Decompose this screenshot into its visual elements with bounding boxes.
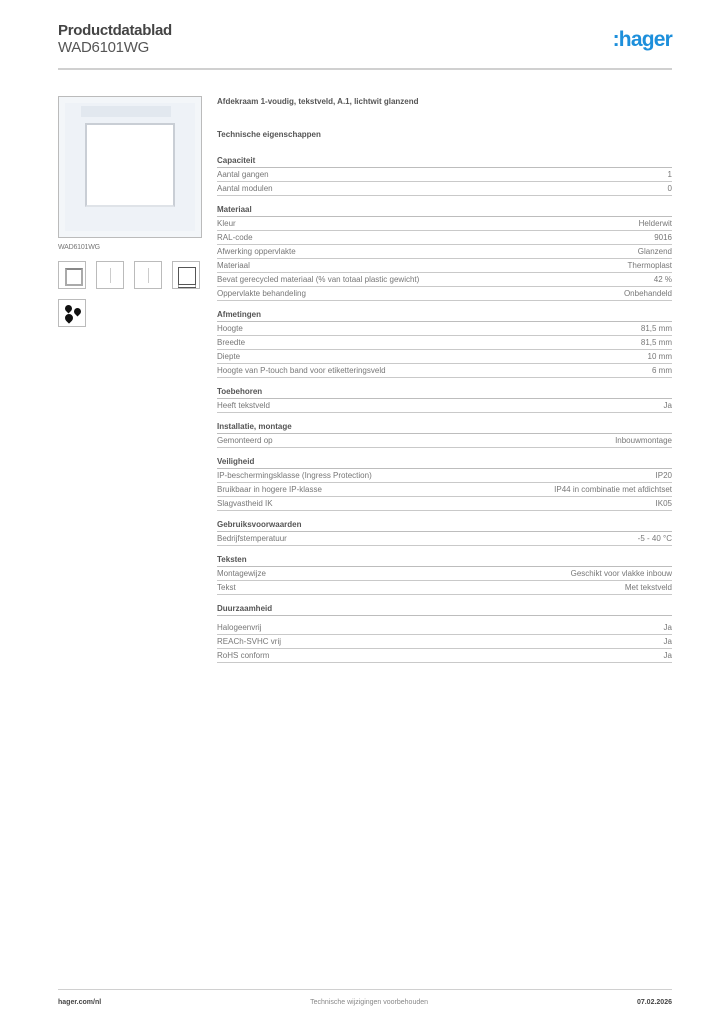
spec-label: Bevat gerecycled materiaal (% van totaal plastic gewicht) [217,275,420,284]
spec-value: Met tekstveld [624,583,672,592]
image-caption: WAD6101WG [58,244,100,251]
spec-value: Thermoplast [627,261,672,270]
section-title: Toebehoren [217,386,672,399]
spec-value: Ja [663,651,672,660]
spec-label: Slagvastheid IK [217,499,273,508]
product-media [58,96,204,327]
spec-section [217,519,672,546]
spec-row [217,649,672,663]
spec-label: REACh-SVHC vrij [217,637,282,646]
spec-section [217,421,672,448]
technical-properties-heading: Technische eigenschappen [217,130,321,139]
vertical-line-icon [134,261,162,289]
document-header [58,22,672,70]
spec-value: Ja [663,401,672,410]
website-link[interactable]: hager.com/nl [58,999,102,1006]
screen-icon [172,261,200,289]
spec-row [217,336,672,350]
spec-content [217,96,672,671]
spec-row [217,635,672,649]
document-date: 07.02.2026 [636,999,672,1006]
spec-row [217,532,672,546]
spec-value: 0 [667,184,672,193]
spec-value: 81,5 mm [640,338,672,347]
spec-section [217,386,672,413]
spec-row [217,273,672,287]
spec-row [217,217,672,231]
spec-row [217,245,672,259]
spec-row [217,168,672,182]
spec-value: Helderwit [638,219,672,228]
spec-label: Hoogte van P-touch band voor etiketteringsveld [217,366,386,375]
section-title: Gebruiksvoorwaarden [217,519,672,532]
product-description: Afdekraam 1-voudig, tekstveld, A.1, lichtwit glanzend [217,97,419,106]
spec-label: Tekst [217,583,236,592]
label-field [81,106,171,117]
spec-value: Geschikt voor vlakke inbouw [570,569,672,578]
spec-label: Aantal modulen [217,184,273,193]
section-title: Capaciteit [217,155,672,168]
spec-label: Halogeenvrij [217,623,262,632]
spec-section [217,204,672,301]
spec-row [217,322,672,336]
spec-label: RoHS conform [217,651,270,660]
spec-label: Afwerking oppervlakte [217,247,296,256]
spec-label: Aantal gangen [217,170,269,179]
spec-label: Bedrijfstemperatuur [217,534,287,543]
disclaimer: Technische wijzigingen voorbehouden [310,999,429,1006]
spec-value: 81,5 mm [640,324,672,333]
spec-label: IP-beschermingsklasse (Ingress Protection) [217,471,372,480]
spec-label: Montagewijze [217,569,266,578]
spec-label: Gemonteerd op [217,436,273,445]
spec-label: RAL-code [217,233,253,242]
spec-value: 9016 [654,233,672,242]
spec-row [217,434,672,448]
spec-sections [217,155,672,663]
spec-row [217,483,672,497]
section-title: Installatie, montage [217,421,672,434]
spec-value: -5 - 40 °C [637,534,672,543]
section-title: Teksten [217,554,672,567]
spec-label: Oppervlakte behandeling [217,289,306,298]
page-title: Productdatablad [58,22,172,39]
spec-value: 6 mm [652,366,672,375]
footer-divider [58,989,672,990]
spec-value: 10 mm [647,352,672,361]
header-divider [58,68,672,70]
hager-logo: :hager [612,28,672,51]
spec-section [217,603,672,663]
spec-label: Heeft tekstveld [217,401,270,410]
spec-value: 1 [667,170,672,179]
spec-value: Inbouwmontage [615,436,672,445]
spec-value: IP20 [655,471,672,480]
spec-value: Ja [663,623,672,632]
spec-label: Materiaal [217,261,250,270]
spec-row [217,567,672,581]
spec-value: IP44 in combinatie met afdichtset [554,485,672,494]
spec-row [217,399,672,413]
pictogram-row [58,261,204,289]
document-footer [58,999,672,1006]
spec-label: Kleur [217,219,236,228]
spec-row [217,182,672,196]
spec-value: Glanzend [637,247,672,256]
spec-row [217,287,672,301]
section-title: Afmetingen [217,309,672,322]
spec-section [217,456,672,511]
spec-value: Ja [663,637,672,646]
section-title: Materiaal [217,204,672,217]
spec-label: Bruikbaar in hogere IP-klasse [217,485,322,494]
spec-value: IK05 [655,499,672,508]
spec-row [217,364,672,378]
section-title: Duurzaamheid [217,603,672,616]
spec-row [217,350,672,364]
spec-row [217,581,672,595]
spec-label: Hoogte [217,324,243,333]
spec-value: 42 % [653,275,672,284]
spec-section [217,309,672,378]
frame-opening [85,123,175,207]
vertical-line-icon [96,261,124,289]
spec-section [217,554,672,595]
spec-row [217,231,672,245]
spec-section [217,155,672,196]
spec-row [217,621,672,635]
product-code: WAD6101WG [58,39,149,56]
spec-value: Onbehandeld [623,289,672,298]
frame-icon [58,261,86,289]
product-image [58,96,202,238]
section-title: Veiligheid [217,456,672,469]
spec-row [217,497,672,511]
spec-row [217,259,672,273]
water-drops-icon [58,299,86,327]
spec-label: Diepte [217,352,241,361]
spec-row [217,469,672,483]
spec-label: Breedte [217,338,246,347]
